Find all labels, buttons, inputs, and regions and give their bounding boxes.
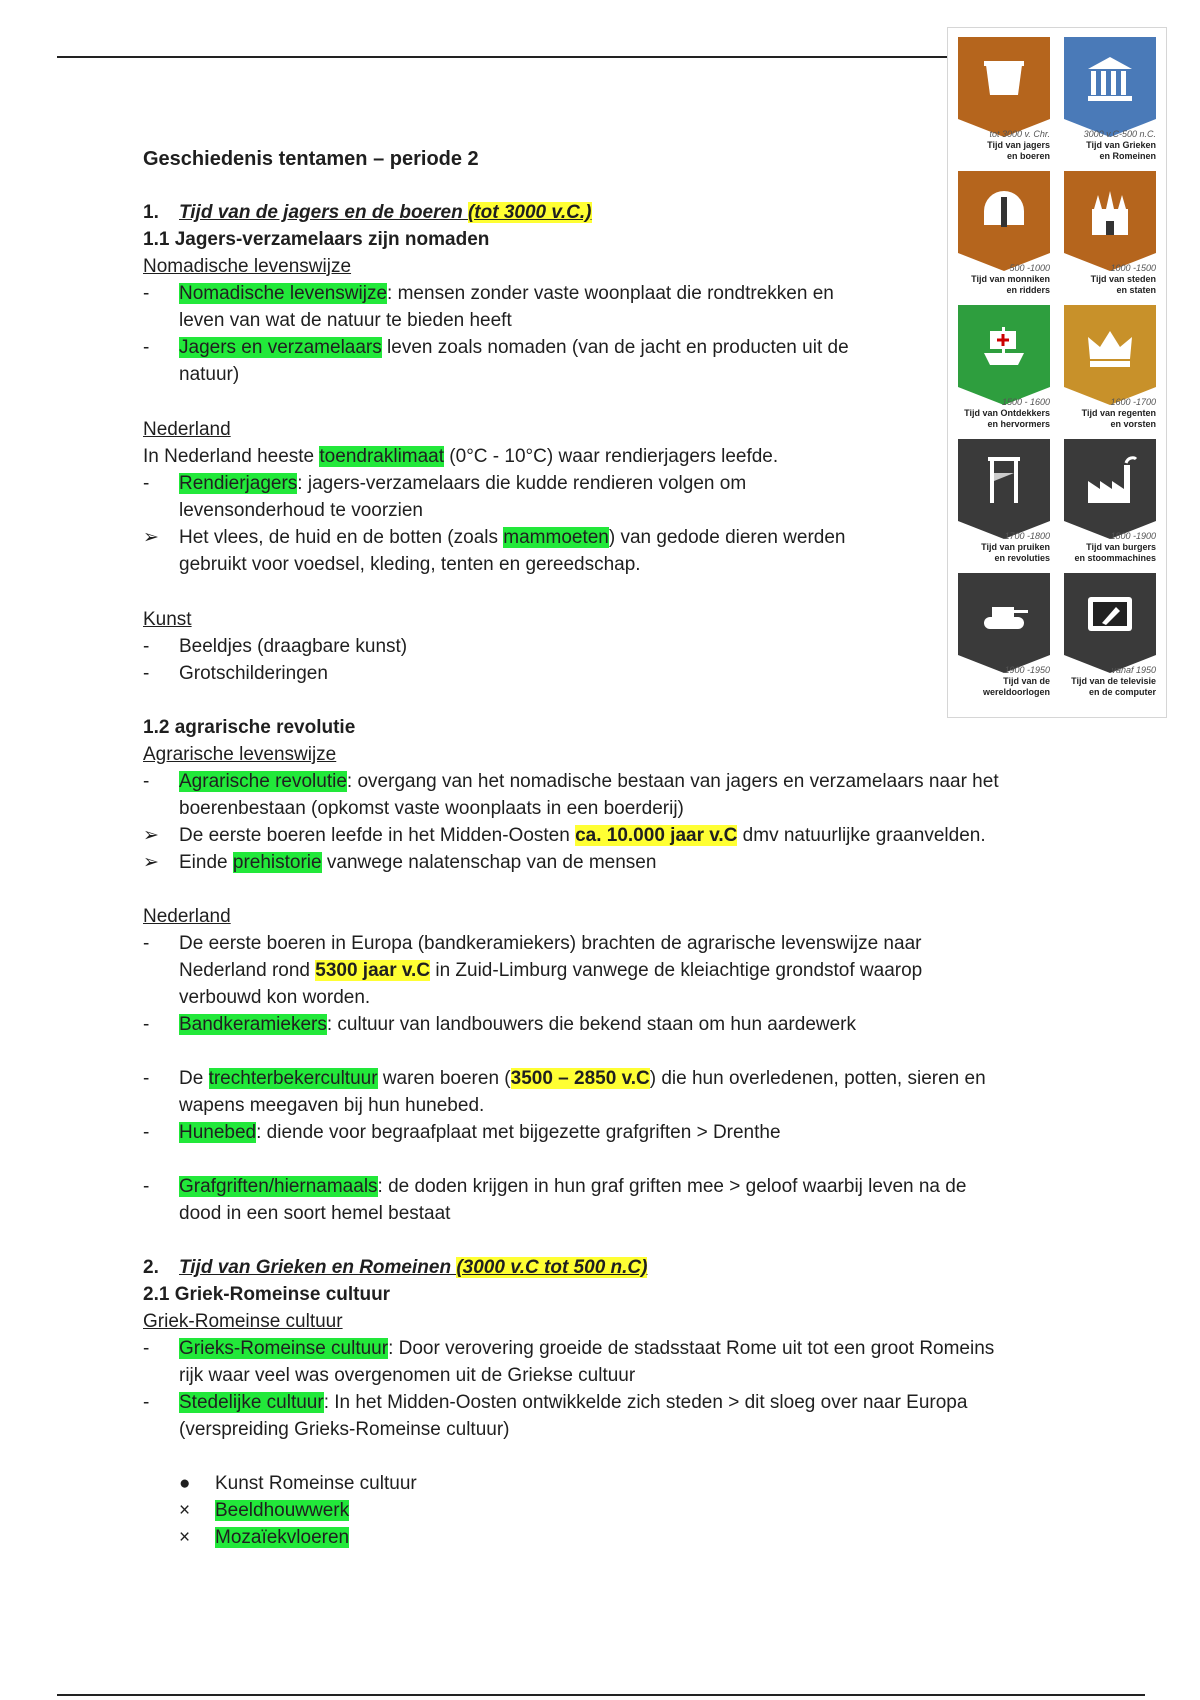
television-icon (1082, 587, 1138, 643)
timeline-pictogram (958, 37, 1050, 137)
timeline-label: en vorsten (1110, 419, 1156, 429)
timeline-label: en Romeinen (1099, 151, 1156, 161)
timeline-label: Tijd van de (1003, 676, 1050, 686)
timeline-label: en de computer (1088, 687, 1156, 697)
timeline-date: vanaf 1950 (1111, 665, 1156, 675)
timeline-label: wereldoorlogen (982, 687, 1050, 697)
timeline-tile (1064, 439, 1156, 569)
ship-icon (976, 319, 1032, 375)
timeline-date: 1800 -1900 (1110, 531, 1156, 541)
guillotine-icon (976, 453, 1032, 509)
subheading-nederland: Nederland (143, 419, 231, 440)
timeline-tile (1064, 305, 1156, 435)
section-1-2-heading: 1.2 agrarische revolutie (143, 717, 356, 738)
timeline-label: Tijd van pruiken (981, 542, 1050, 552)
bullet-dot-icon: ● (179, 1473, 191, 1494)
timeline-pictogram (1064, 573, 1156, 673)
timeline-label: en ridders (1006, 285, 1050, 295)
timeline-date: 1500 - 1600 (1001, 397, 1050, 407)
timeline-date: 500 -1000 (1009, 263, 1050, 273)
timeline-label: Tijd van monniken (971, 274, 1050, 284)
factory-icon (1082, 453, 1138, 509)
timeline-pictogram (1064, 305, 1156, 405)
timeline-date: 1700 -1800 (1004, 531, 1050, 541)
timeline-caption (1048, 263, 1156, 296)
helmet-icon (976, 185, 1032, 241)
timeline-caption (942, 531, 1050, 564)
timeline-tile (958, 37, 1050, 167)
section-2-heading: 2. Tijd van Grieken en Romeinen (3000 v.C tot 500 n.C) (143, 1257, 648, 1278)
castle-icon (1082, 185, 1138, 241)
timeline-label: en boeren (1006, 151, 1050, 161)
timeline-pictogram (958, 573, 1050, 673)
subheading-agrarisch: Agrarische levenswijze (143, 744, 337, 765)
timeline-label: Tijd van steden (1090, 274, 1156, 284)
bullet-cross-icon: × (179, 1527, 191, 1548)
timeline-label: Tijd van jagers (987, 140, 1050, 150)
timeline-label: Tijd van Grieken (1086, 140, 1156, 150)
timeline-tile (1064, 171, 1156, 301)
timeline-pictogram (1064, 439, 1156, 539)
timeline-tile (958, 305, 1050, 435)
timeline-caption (942, 665, 1050, 698)
arrow-bullet-icon: ➢ (143, 527, 159, 548)
timeline-date: 3000 v.C-500 n.C. (1083, 129, 1156, 139)
paragraph-toendra: In Nederland heeste toendraklimaat (0°C - 10°C) waar rendierjagers leefde. (143, 446, 779, 467)
subheading-nederland-2: Nederland (143, 906, 231, 927)
timeline-label: Tijd van burgers (1086, 542, 1156, 552)
timeline-date: 1600 -1700 (1110, 397, 1156, 407)
timeline-label: Tijd van Ontdekkers (964, 408, 1050, 418)
timeline-image (947, 27, 1167, 718)
temple-icon (1082, 51, 1138, 107)
timeline-pictogram (1064, 171, 1156, 271)
timeline-tile (958, 573, 1050, 703)
timeline-caption (1048, 665, 1156, 698)
subheading-griek-romeins: Griek-Romeinse cultuur (143, 1311, 343, 1332)
bullet-cross-icon: × (179, 1500, 191, 1521)
tank-icon (976, 587, 1032, 643)
timeline-tile (1064, 573, 1156, 703)
timeline-caption (1048, 531, 1156, 564)
timeline-caption (942, 397, 1050, 430)
timeline-caption (942, 263, 1050, 296)
arrow-bullet-icon: ➢ (143, 852, 159, 873)
subheading-kunst: Kunst (143, 609, 192, 630)
timeline-label: Tijd van de televisie (1071, 676, 1156, 686)
timeline-label: en hervormers (987, 419, 1050, 429)
timeline-caption (1048, 397, 1156, 430)
subheading-nomad: Nomadische levenswijze (143, 256, 352, 277)
arrow-bullet-icon: ➢ (143, 825, 159, 846)
footer-rule (57, 1694, 1145, 1696)
crown-icon (1082, 319, 1138, 375)
timeline-date: 1900 -1950 (1004, 665, 1050, 675)
timeline-caption (942, 129, 1050, 162)
timeline-tile (958, 439, 1050, 569)
timeline-date: 1000 -1500 (1110, 263, 1156, 273)
pot-icon (976, 51, 1032, 107)
timeline-date: tot 3000 v. Chr. (989, 129, 1050, 139)
timeline-label: en staten (1116, 285, 1156, 295)
timeline-label: en revoluties (994, 553, 1050, 563)
timeline-label: en stoommachines (1074, 553, 1156, 563)
timeline-pictogram (1064, 37, 1156, 137)
timeline-caption (1048, 129, 1156, 162)
timeline-tile (958, 171, 1050, 301)
timeline-pictogram (958, 171, 1050, 271)
timeline-tile (1064, 37, 1156, 167)
timeline-pictogram (958, 439, 1050, 539)
header-rule (57, 56, 949, 58)
timeline-label: Tijd van regenten (1081, 408, 1156, 418)
document-title: Geschiedenis tentamen – periode 2 (143, 148, 479, 170)
section-1-heading: 1. Tijd van de jagers en de boeren (tot 3000 v.C.) (143, 202, 592, 223)
timeline-pictogram (958, 305, 1050, 405)
section-2-1-heading: 2.1 Griek-Romeinse cultuur (143, 1284, 391, 1305)
section-1-1-heading: 1.1 Jagers-verzamelaars zijn nomaden (143, 229, 490, 250)
